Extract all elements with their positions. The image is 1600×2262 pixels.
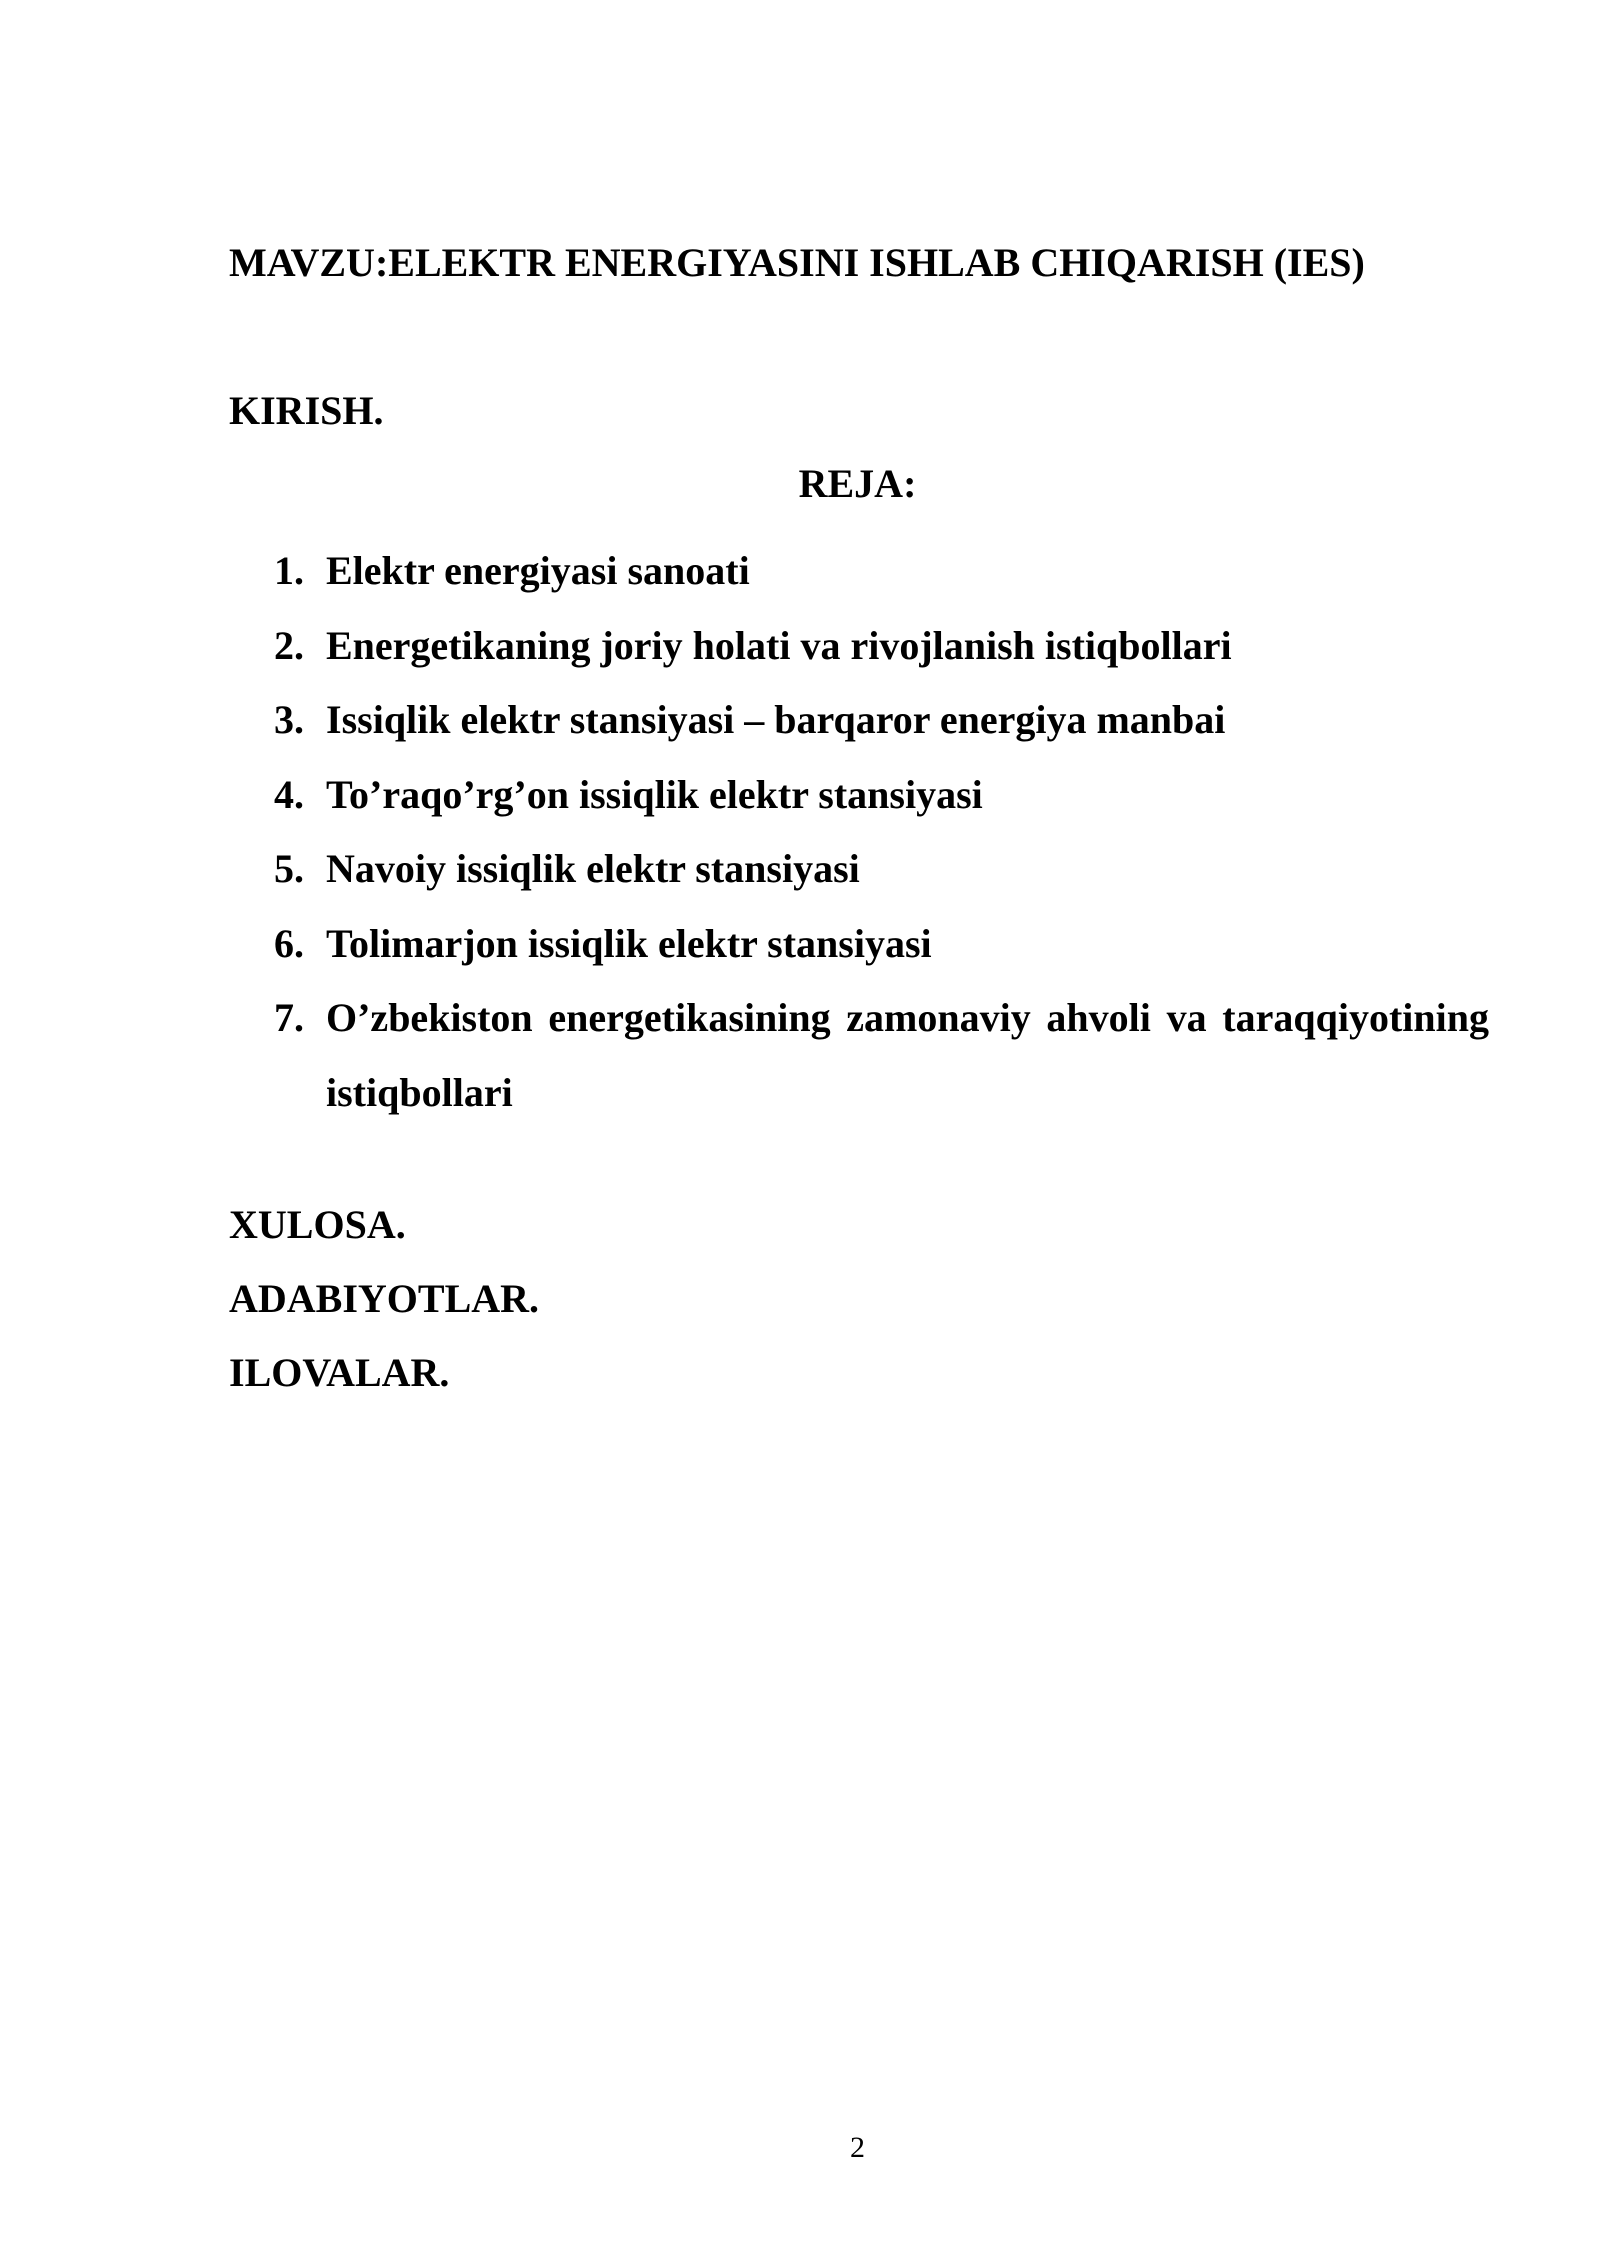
plan-item-number: 5.	[274, 846, 304, 891]
plan-list	[274, 534, 1489, 1130]
plan-heading: REJA:	[798, 461, 917, 506]
appendices-heading: ILOVALAR.	[229, 1350, 450, 1395]
plan-item-text: Tolimarjon issiqlik elektr stansiyasi	[326, 920, 932, 966]
plan-item	[274, 907, 1489, 982]
plan-item-number: 1.	[274, 548, 304, 593]
plan-item-text: Navoiy issiqlik elektr stansiyasi	[326, 846, 860, 891]
plan-item-text: To’raqo’rg’on issiqlik elektr stansiyasi	[326, 771, 983, 817]
plan-item-text: O’zbekiston energetikasining zamonaviy ahvoli va taraqqiyotining istiqbollari	[326, 995, 1489, 1115]
plan-item-number: 4.	[274, 771, 304, 817]
plan-item-text: Energetikaning joriy holati va rivojlanish istiqbollari	[326, 622, 1232, 668]
plan-item-number: 3.	[274, 697, 304, 742]
page-number: 2	[850, 2131, 865, 2164]
document-title: MAVZU:ELEKTR ENERGIYASINI ISHLAB CHIQARISH (IES)	[229, 240, 1365, 285]
plan-item	[274, 981, 1489, 1130]
references-heading: ADABIYOTLAR.	[229, 1276, 540, 1321]
plan-item-number: 6.	[274, 920, 304, 966]
intro-heading: KIRISH.	[229, 388, 384, 433]
conclusion-heading: XULOSA.	[229, 1202, 406, 1247]
plan-item	[274, 609, 1489, 684]
plan-item	[274, 758, 1489, 833]
plan-item-text: Issiqlik elektr stansiyasi – barqaror energiya manbai	[326, 697, 1226, 742]
plan-item-number: 2.	[274, 622, 304, 668]
plan-item	[274, 832, 1489, 907]
plan-item-text: Elektr energiyasi sanoati	[326, 548, 750, 593]
plan-item-number: 7.	[274, 995, 304, 1040]
plan-item	[274, 683, 1489, 758]
plan-item	[274, 534, 1489, 609]
